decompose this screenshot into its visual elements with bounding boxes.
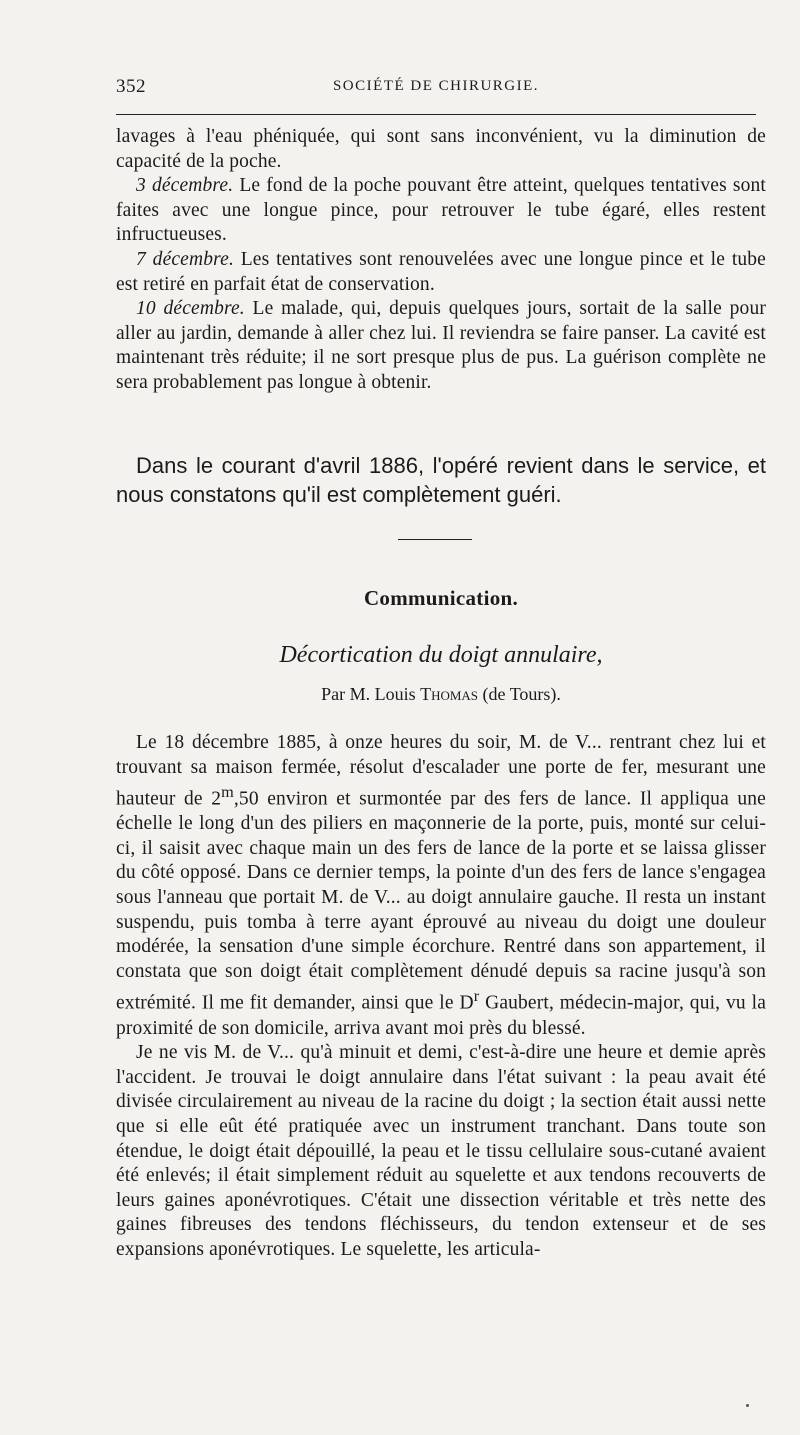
article-body bbox=[116, 731, 766, 1262]
conclusion-paragraph: Dans le courant d'avril 1886, l'opéré revient dans le service, et nous constatons qu'il est complètement guéri. bbox=[116, 453, 766, 507]
section-heading: Communication. bbox=[363, 586, 519, 610]
section-divider bbox=[398, 539, 472, 540]
entry-date: 10 décembre. bbox=[136, 298, 245, 320]
paragraph-text: Les tentatives sont renouvelées avec une longue pince et le tube est retiré en parfait état de conservation. bbox=[116, 248, 766, 295]
paragraph bbox=[116, 248, 766, 297]
paragraph bbox=[116, 1041, 766, 1262]
header-rule bbox=[116, 114, 756, 115]
paragraph-text: Le fond de la poche pouvant être atteint, quelques tentatives sont faites avec une longue pince, pour retrouver le tube égaré, elles restent infructueuses. bbox=[116, 175, 766, 246]
byline-suffix: (de Tours). bbox=[478, 684, 561, 704]
paragraph-text: lavages à l'eau phéniquée, qui sont sans inconvénient, vu la diminution de capacité de la poche. bbox=[116, 126, 766, 172]
paragraph bbox=[116, 297, 766, 395]
page-number: 352 bbox=[116, 76, 146, 97]
paragraph-text: Gaubert, médecin-major, qui, vu la proximité de son domicile, arriva avant moi près du blessé. bbox=[116, 992, 766, 1039]
byline-prefix: Par M. Louis bbox=[321, 684, 421, 704]
running-head: SOCIÉTÉ DE CHIRURGIE. bbox=[332, 78, 540, 94]
case-notes bbox=[116, 125, 766, 396]
print-speck bbox=[746, 1404, 749, 1407]
paragraph bbox=[116, 174, 766, 248]
superscript: r bbox=[473, 987, 480, 1006]
paragraph-text: Le malade, qui, depuis quelques jours, sortait de la salle pour aller au jardin, demande à aller chez lui. Il reviendra se faire panser. La cavité est maintenant très réduite; il ne sort presque plus de pus. La guérison complète ne sera probablement pas longue à obtenir. bbox=[116, 298, 766, 393]
author-name: Thomas bbox=[420, 684, 479, 704]
entry-date: 7 décembre. bbox=[136, 248, 234, 270]
page-header bbox=[116, 76, 756, 102]
superscript: m bbox=[221, 783, 234, 802]
paragraph bbox=[116, 125, 766, 174]
article-title: Décortication du doigt annulaire, bbox=[279, 642, 603, 668]
paragraph-text: ,50 environ et surmontée par des fers de lance. Il appliqua une échelle le long d'un des piliers en maçonnerie de la porte, puis, monté sur celui-ci, il saisit avec chaque main un des fers de lance de la porte et se laissa glisser du côté opposé. Dans ce dernier temps, la pointe d'un des fers de lance s'engagea sous l'anneau que portait M. de V... au doigt annulaire gauche. Il resta un instant suspendu, puis tomba à terre ayant éprouvé au niveau du doigt une douleur modérée, la sensation d'une simple écorchure. Rentré dans son appartement, il constata que son doigt était complètement dénudé depuis sa racine jusqu'à son extrémité. Il me fit demander, ainsi que le D bbox=[116, 788, 766, 1014]
paragraph-text: Je ne vis M. de V... qu'à minuit et demi, c'est-à-dire une heure et demie après l'accident. Je trouvai le doigt annulaire dans l'état suivant : la peau avait été divisée circulairement au niveau de la racine du doigt ; la section était aussi nette que si elle eût été pratiquée avec un instrument tranchant. Dans toute son étendue, le doigt était dépouillé, la peau et le tissu cellulaire sous-cutané avaient été enlevés; il était simplement réduit au squelette et aux tendons recouverts de leurs gaines aponévrotiques. C'était une dissection véritable et très nette des gaines fibreuses des tendons fléchisseurs, du tendon extenseur et de ses expansions aponévrotiques. Le squelette, les articula- bbox=[116, 1042, 766, 1260]
byline bbox=[116, 684, 766, 705]
paragraph bbox=[116, 731, 766, 1041]
paragraph-text: Le 18 décembre 1885, à onze heures du soir, M. de V... rentrant chez lui et trouvant sa maison fermée, résolut d'escalader une porte de fer, mesurant une hauteur de 2 bbox=[116, 732, 766, 810]
entry-date: 3 décembre. bbox=[136, 175, 234, 197]
